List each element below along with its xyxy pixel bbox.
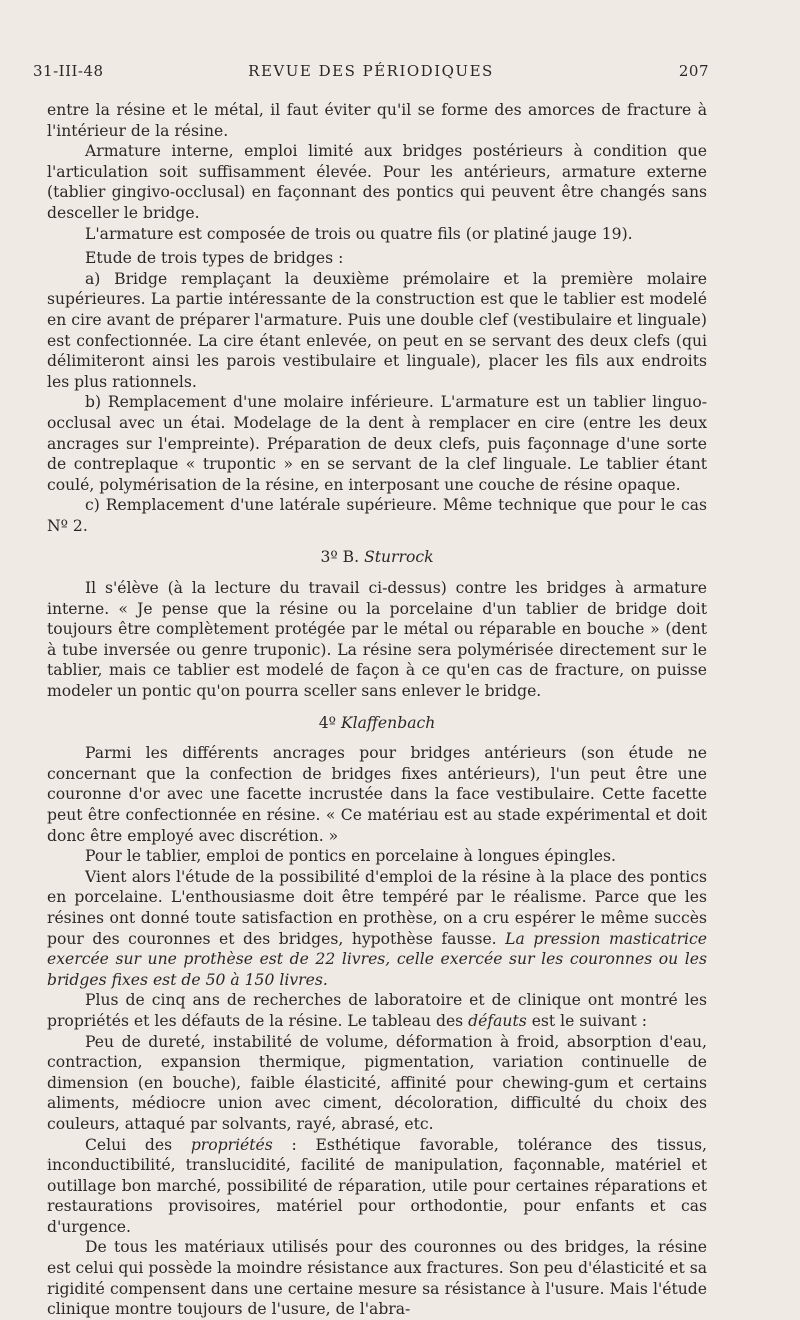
paragraph: Pour le tablier, emploi de pontics en porcelaine à longues épingles.: [85, 847, 616, 866]
paragraph-text: Plus de cinq ans de recherches de laboratoire et de clinique ont montré les propriétés et les défauts de la résine. Le tableau des: [47, 991, 707, 1030]
paragraph: Peu de dureté, instabilité de volume, déformation à froid, absorption d'eau, contraction, expansion thermique, pigmentation, variation continuelle de dimension (en bouche), faible élasticité, affinité pour chewing-gum et certains aliments, médiocre union avec ciment, décoloration, difficulté du choix des couleurs, attaqué par solvants, rayé, abrasé, etc.: [47, 1032, 707, 1133]
list-item: b) Remplacement d'une molaire inférieure. L'armature est un tablier linguo-occlusal avec un étai. Modelage de la dent à remplacer en cire (entre les deux ancrages sur l'empreinte). Préparation de deux clefs, puis façonnage d'une sorte de contreplaque « trupontic » en se servant de la clef linguale. Le tablier étant coulé, polymérisation de la résine, en interposant une couche de résine opaque.: [47, 393, 707, 494]
body-text: [47, 100, 707, 1320]
section-number: 4º: [318, 713, 336, 732]
emphasis-text: La pression masticatrice exercée sur une prothèse est de 22 livres, celle exercée sur les couronnes ou les bridges fixes est de 50 à 150 livres.: [47, 929, 707, 989]
paragraph: Il s'élève (à la lecture du travail ci-dessus) contre les bridges à armature interne. « Je pense que la résine ou la porcelaine d'un tablier de bridge doit toujours être complètement protégée par le métal ou réparable en bouche » (dent à tube inversée ou genre truponic). La résine sera polymérisée directement sur le tablier, mais ce tablier est modelé de façon à ce qu'en cas de fracture, on puisse modeler un pontic qu'on pourra sceller sans enlever le bridge.: [47, 579, 707, 701]
paragraph: [47, 990, 707, 1031]
paragraph-text: Celui des: [85, 1135, 191, 1154]
paragraph: Parmi les différents ancrages pour bridges antérieurs (son étude ne concernant que la confection de bridges fixes antérieurs), l'un peut être une couronne d'or avec une facette incrustée dans la face vestibulaire. Cette facette peut être confectionnée en résine. « Ce matériau est au stade expérimental et doit donc être employé avec discrétion. »: [47, 744, 707, 845]
emphasis-text: défauts: [468, 1011, 527, 1030]
header-date: 31-III-48: [33, 62, 104, 80]
page-number: 207: [678, 62, 709, 80]
paragraph: L'armature est composée de trois ou quatre fils (or platiné jauge 19).: [85, 224, 633, 243]
section-number: 3º B.: [320, 548, 360, 567]
paragraph: entre la résine et le métal, il faut éviter qu'il se forme des amorces de fracture à l'intérieur de la résine.: [47, 101, 707, 140]
paragraph-text: est le suivant :: [526, 1011, 647, 1030]
paragraph: Armature interne, emploi limité aux bridges postérieurs à condition que l'articulation soit suffisamment élevée. Pour les antérieurs, armature externe (tablier gingivo-occlusal) en façonnant des pontics qui peuvent être changés sans desceller le bridge.: [47, 142, 707, 222]
section-heading: [47, 713, 707, 734]
paragraph-text: : Esthétique favorable, tolérance des tissus, inconductibilité, translucidité, facilité de manipulation, façonnable, matériel et outillage bon marché, possibilité de réparation, utile pour certaines réparations et restaurations provisoires, matériel pour orthodontie, pour enfants et cas d'urgence.: [47, 1135, 707, 1236]
section-author: Sturrock: [364, 548, 434, 567]
emphasis-text: propriétés: [190, 1135, 273, 1154]
section-author: Klaffenbach: [340, 713, 436, 732]
paragraph: Etude de trois types de bridges :: [85, 249, 344, 268]
paragraph-text: Vient alors l'étude de la possibilité d'emploi de la résine à la place des pontics en porcelaine. L'enthousiasme doit être tempéré par le réalisme. Parce que les résines ont donné toute satisfaction en prothèse, on a cru espérer le même succès pour des couronnes et des bridges, hypothèse fausse.: [47, 867, 707, 948]
section-heading: [47, 547, 707, 568]
paragraph: De tous les matériaux utilisés pour des couronnes ou des bridges, la résine est celui qui possède la moindre résistance aux fractures. Son peu d'élasticité et sa rigidité compensent dans une certaine mesure sa résistance à l'usure. Mais l'étude clinique montre toujours de l'usure, de l'abra-: [47, 1238, 707, 1319]
list-item: a) Bridge remplaçant la deuxième prémolaire et la première molaire supérieures. La partie intéressante de la construction est que le tablier est modelé en cire avant de préparer l'armature. Puis une double clef (vestibulaire et linguale) est confectionnée. La cire étant enlevée, on peut en se servant des deux clefs (qui délimiteront ainsi les parois vestibulaire et linguale), placer les fils aux endroits les plus rationnels.: [47, 269, 707, 391]
running-header: [33, 62, 709, 84]
paragraph: [47, 867, 707, 991]
paragraph: [47, 1135, 707, 1238]
header-title: REVUE DES PÉRIODIQUES: [248, 62, 494, 80]
list-item: c) Remplacement d'une latérale supérieure. Même technique que pour le cas Nº 2.: [47, 496, 707, 535]
